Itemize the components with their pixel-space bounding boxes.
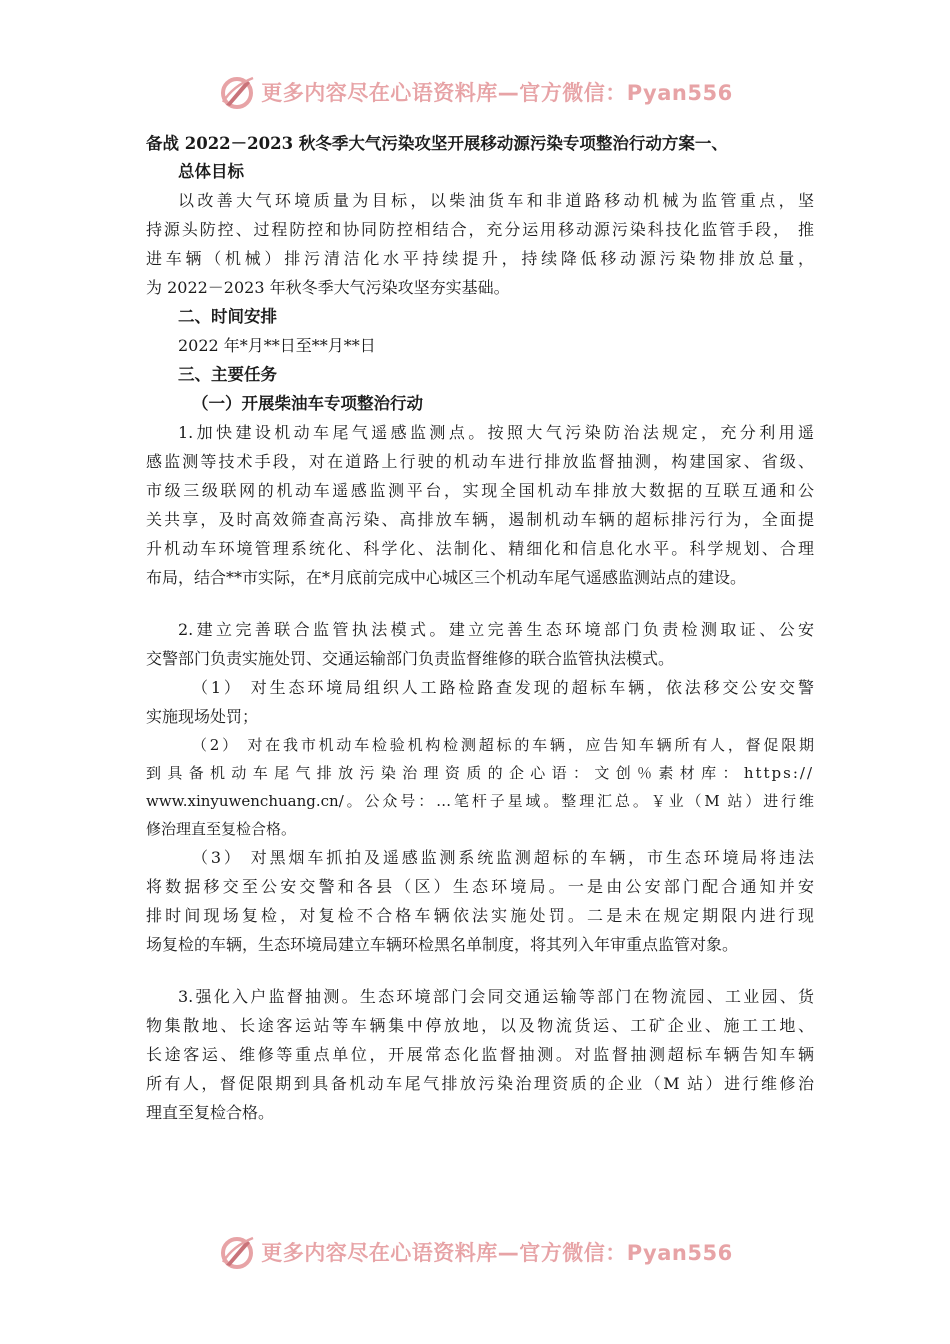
subsection-heading-diesel: （一）开展柴油车专项整治行动 xyxy=(192,394,423,413)
task2-item3-line: （3） 对黑烟车抓拍及遥感监测系统监测超标的车辆，市生态环境局将违法 xyxy=(192,848,814,867)
section-heading-schedule: 二、时间安排 xyxy=(178,307,277,326)
section-heading-tasks: 三、主要任务 xyxy=(178,365,277,384)
document-body xyxy=(146,130,814,1127)
task3-line: 长途客运、维修等重点单位，开展常态化监督抽测。对监督抽测超标车辆告知车辆 xyxy=(146,1045,814,1064)
goal-paragraph-line: 持源头防控、过程防控和协同防控相结合，充分运用移动源污染科技化监管手段， 推 xyxy=(146,220,814,239)
schedule-text: 2022 年*月**日至**月**日 xyxy=(178,336,376,355)
document-title: 备战 2022－2023 秋冬季大气污染攻坚开展移动源污染专项整治行动方案一、 xyxy=(146,134,728,153)
task2-item2-line: 修治理直至复检合格。 xyxy=(146,820,297,838)
quill-logo-icon xyxy=(217,72,257,112)
paragraph-gap xyxy=(146,959,814,982)
task1-line: 感监测等技术手段，对在道路上行驶的机动车进行排放监督抽测，构建国家、省级、 xyxy=(146,452,814,471)
goal-paragraph-line: 为 2022－2023 年秋冬季大气污染攻坚夯实基础。 xyxy=(146,278,510,297)
task1-line: 布局，结合**市实际，在*月底前完成中心城区三个机动车尾气遥感监测站点的建设。 xyxy=(146,568,747,587)
task2-item1-line: 实施现场处罚； xyxy=(146,707,259,726)
task3-line: 理直至复检合格。 xyxy=(146,1103,275,1122)
task2-line: 2.建立完善联合监管执法模式。建立完善生态环境部门负责检测取证、公安 xyxy=(178,620,814,639)
task2-item1-line: （1） 对生态环境局组织人工路检路查发现的超标车辆，依法移交公安交警 xyxy=(192,678,814,697)
task3-line: 3.强化入户监督抽测。生态环境部门会同交通运输等部门在物流园、工业园、货 xyxy=(178,987,814,1006)
task2-item2-line: www.xinyuwenchuang.cn/。公众号：…笔杆子星域。整理汇总。￥业（M 站）进行维 xyxy=(146,792,814,810)
watermark-text: 更多内容尽在心语资料库—官方微信：Pyan556 xyxy=(261,81,733,105)
task2-item3-line: 将数据移交至公安交警和各县（区）生态环境局。一是由公安部门配合通知并安 xyxy=(146,877,814,896)
quill-logo-icon xyxy=(217,1232,257,1272)
task2-item2-line: 到具备机动车尾气排放污染治理资质的企心语：文创％素材库：https:// xyxy=(146,764,814,782)
paragraph-gap xyxy=(146,592,814,615)
task1-line: 1.加快建设机动车尾气遥感监测点。按照大气污染防治法规定，充分利用遥 xyxy=(178,423,814,442)
header-watermark-banner xyxy=(0,70,950,114)
watermark-text: 更多内容尽在心语资料库—官方微信：Pyan556 xyxy=(261,1241,733,1265)
goal-paragraph-line: 进车辆（机械）排污清洁化水平持续提升，持续降低移动源污染物排放总量， xyxy=(146,249,814,268)
task2-item2-line: （2） 对在我市机动车检验机构检测超标的车辆，应告知车辆所有人，督促限期 xyxy=(192,736,814,754)
task2-line: 交警部门负责实施处罚、交通运输部门负责监督维修的联合监管执法模式。 xyxy=(146,649,675,668)
task1-line: 市级三级联网的机动车遥感监测平台，实现全国机动车排放大数据的互联互通和公 xyxy=(146,481,814,500)
task2-item3-line: 场复检的车辆，生态环境局建立车辆环检黑名单制度，将其列入年审重点监管对象。 xyxy=(146,935,739,954)
task3-line: 物集散地、长途客运站等车辆集中停放地，以及物流货运、工矿企业、施工工地、 xyxy=(146,1016,814,1035)
task3-line: 所有人，督促限期到具备机动车尾气排放污染治理资质的企业（M 站）进行维修治 xyxy=(146,1074,814,1093)
task1-line: 升机动车环境管理系统化、科学化、法制化、精细化和信息化水平。科学规划、合理 xyxy=(146,539,814,558)
footer-watermark-banner xyxy=(0,1230,950,1274)
section-heading-goal: 总体目标 xyxy=(178,162,244,181)
task1-line: 关共享，及时高效筛查高污染、高排放车辆，遏制机动车辆的超标排污行为，全面提 xyxy=(146,510,814,529)
task2-item3-line: 排时间现场复检，对复检不合格车辆依法实施处罚。二是未在规定期限内进行现 xyxy=(146,906,814,925)
goal-paragraph-line: 以改善大气环境质量为目标，以柴油货车和非道路移动机械为监管重点，坚 xyxy=(178,191,814,210)
